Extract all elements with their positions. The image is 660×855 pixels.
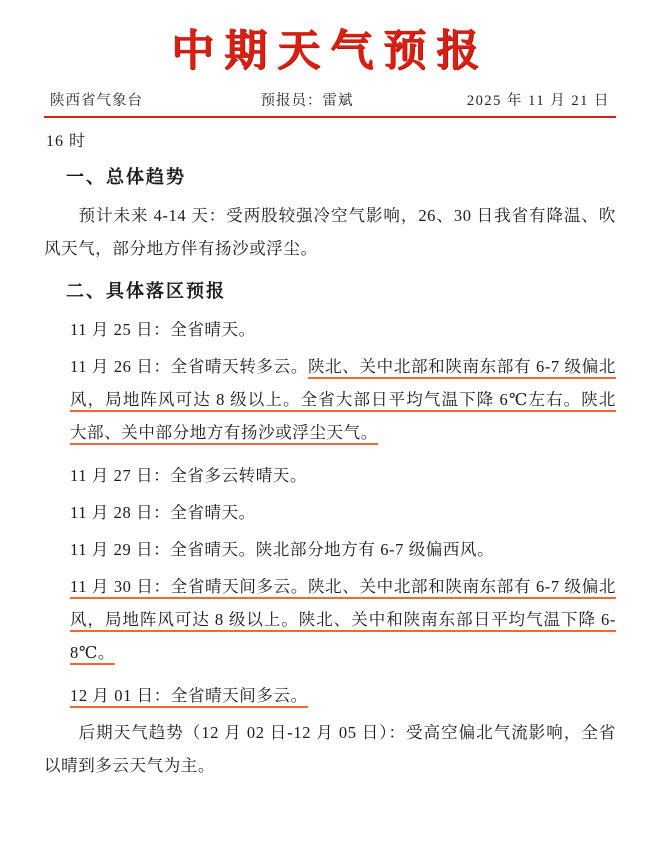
forecast-plain-text: 11 月 27 日：全省多云转晴天。 bbox=[70, 466, 308, 486]
meta-forecaster: 预报员：雷斌 bbox=[260, 93, 354, 110]
meta-issuer: 陕西省气象台 bbox=[50, 93, 143, 110]
header-divider bbox=[44, 116, 616, 118]
forecast-plain-text: 12 月 01 日：全省晴天间多云。 bbox=[70, 686, 308, 708]
forecast-plain-text: 11 月 30 日：全省晴天间多云。 bbox=[70, 577, 308, 599]
forecast-item bbox=[44, 533, 616, 566]
forecast-plain-text: 11 月 25 日：全省晴天。 bbox=[70, 320, 256, 340]
forecast-plain-text: 11 月 26 日：全省晴天转多云。 bbox=[70, 357, 308, 377]
section-heading-area-forecast: 二、具体落区预报 bbox=[66, 281, 226, 302]
forecast-item bbox=[44, 313, 616, 346]
forecast-item bbox=[44, 459, 616, 492]
forecast-item bbox=[44, 570, 616, 669]
closing-paragraph: 后期天气趋势（12 月 02 日-12 月 05 日）：受高空偏北气流影响，全省以晴到多云天气为主。 bbox=[44, 723, 616, 776]
section-heading-overall-trend: 一、总体趋势 bbox=[66, 167, 186, 188]
forecast-item bbox=[44, 496, 616, 529]
forecast-underlined-text: 陕北、关中北部和陕南东部有 6-7 级偏北风，局地阵风可达 8 级以上。陕北、关中和陕南东部日平均气温下降 6-8℃。 bbox=[70, 577, 616, 665]
meta-time: 16 时 bbox=[46, 133, 87, 151]
forecast-item bbox=[44, 679, 616, 712]
overall-trend-paragraph: 预计未来 4-14 天：受两股较强冷空气影响，26、30 日我省有降温、吹风天气，部分地方伴有扬沙或浮尘。 bbox=[44, 206, 616, 259]
meta-date: 2025 年 11 月 21 日 bbox=[466, 93, 610, 110]
document-meta bbox=[44, 79, 616, 114]
forecast-plain-text: 11 月 28 日：全省晴天。 bbox=[70, 503, 256, 523]
forecast-plain-text: 11 月 29 日：全省晴天。陕北部分地方有 6-7 级偏西风。 bbox=[70, 540, 495, 560]
forecast-item bbox=[44, 350, 616, 449]
document-title: 中期天气预报 bbox=[171, 26, 489, 76]
forecast-underlined-text: 陕北、关中北部和陕南东部有 6-7 级偏北风，局地阵风可达 8 级以上。全省大部日平均气温下降 6℃左右。陕北大部、关中部分地方有扬沙或浮尘天气。 bbox=[70, 357, 616, 445]
